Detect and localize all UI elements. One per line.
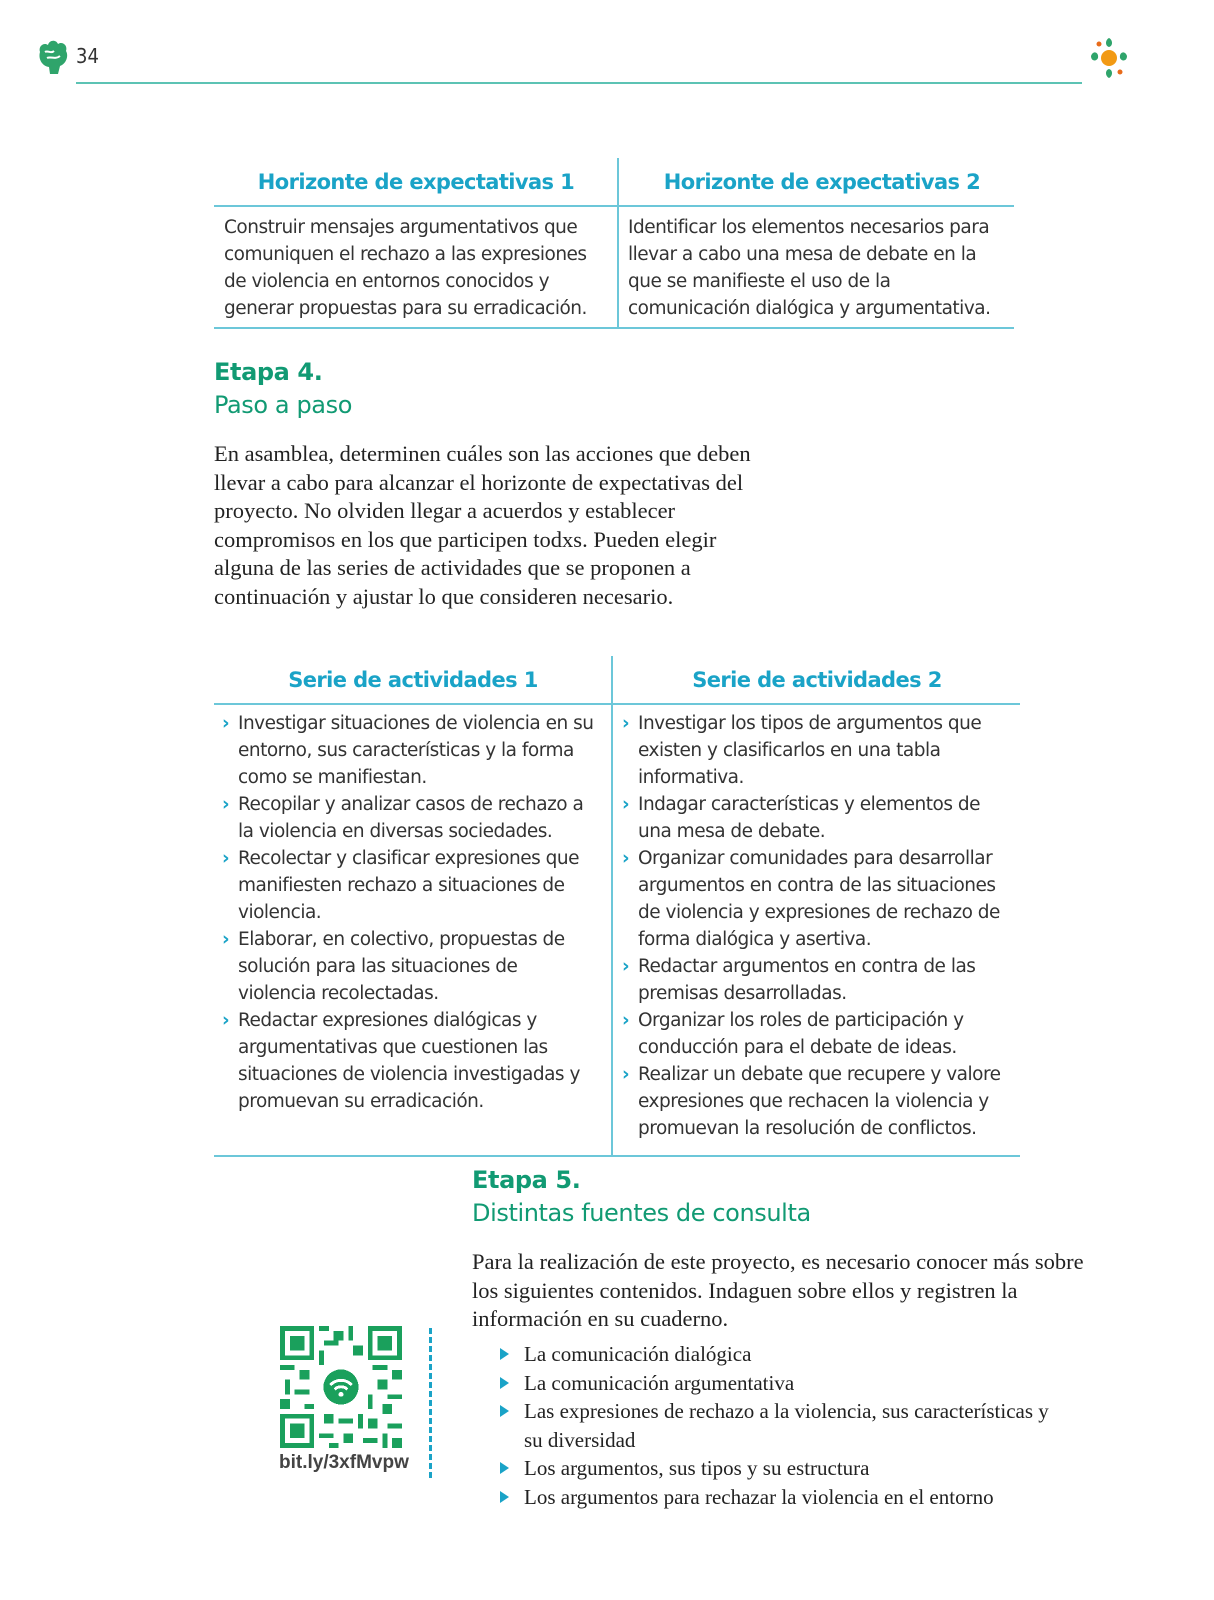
etapa-5-number: Etapa 5.	[472, 1166, 581, 1194]
triangle-bullet-icon	[500, 1377, 509, 1389]
list-item	[496, 1483, 1056, 1512]
list-item: › Realizar un debate que recupere y valore expresiones que rechacen la violencia y promuevan la resolución de conflictos.	[622, 1061, 1006, 1142]
triangle-bullet-icon	[500, 1491, 509, 1503]
hand-logo-icon	[36, 38, 70, 76]
list-item	[496, 1397, 1056, 1454]
list-item: › Recolectar y clasificar expresiones que manifiesten rechazo a situaciones de violencia.	[222, 845, 598, 926]
list-item: › Indagar características y elementos de una mesa de debate.	[622, 791, 1006, 845]
expectations-column-1	[214, 158, 618, 336]
etapa-4-number: Etapa 4.	[214, 358, 323, 386]
column-divider	[611, 656, 613, 1157]
list-item: › Organizar comunidades para desarrollar argumentos en contra de las situaciones de violencia y expresiones de rechazo de forma dialógica y asertiva.	[622, 845, 1006, 953]
list-item	[496, 1340, 1056, 1369]
list-item: › Elaborar, en colectivo, propuestas de solución para las situaciones de violencia recolectadas.	[222, 926, 598, 1007]
dashed-divider	[429, 1328, 432, 1478]
list-item-text: La comunicación argumentativa	[524, 1370, 795, 1395]
list-item-text: La comunicación dialógica	[524, 1342, 752, 1366]
qr-link-text[interactable]: bit.ly/3xfMvpw	[279, 1452, 409, 1473]
activities-table	[214, 656, 1024, 1158]
column-title: Serie de actividades 1	[288, 668, 538, 692]
header-divider	[214, 703, 1020, 705]
triangle-bullet-icon	[500, 1462, 509, 1474]
activities-column-2	[614, 656, 1020, 1156]
bottom-divider	[214, 1155, 1020, 1157]
page-number: 34	[76, 44, 99, 68]
list-item: › Organizar los roles de participación y conducción para el debate de ideas.	[622, 1007, 1006, 1061]
etapa-5-paragraph: Para la realización de este proyecto, es necesario conocer más sobre los siguientes contenidos. Indaguen sobre ellos y registren la información en su cuaderno.	[472, 1249, 1084, 1331]
flower-emblem-icon	[1085, 34, 1141, 86]
triangle-bullet-icon	[500, 1405, 509, 1417]
list-item	[496, 1454, 1056, 1483]
expectations-column-2	[620, 158, 1024, 336]
activities-list-1	[222, 710, 598, 1115]
activities-column-1	[214, 656, 612, 1156]
header-divider	[214, 205, 1014, 207]
column-divider	[617, 158, 619, 329]
activities-list-2	[622, 710, 1006, 1142]
list-item	[496, 1369, 1056, 1398]
etapa-4-paragraph: En asamblea, determinen cuáles son las acciones que deben llevar a cabo para alcanzar el horizonte de expectativas del proyecto. No olviden llegar a acuerdos y establecer compromisos en los que participen todxs. Pueden elegir alguna de las series de actividades que se proponen a continuación y ajustar lo que consideren necesario.	[214, 441, 751, 609]
column-title: Horizonte de expectativas 2	[663, 170, 981, 194]
list-item-text: Los argumentos, sus tipos y su estructura	[524, 1456, 870, 1480]
header-rule	[76, 82, 1082, 84]
list-item: › Recopilar y analizar casos de rechazo a la violencia en diversas sociedades.	[222, 791, 598, 845]
list-item: › Redactar argumentos en contra de las premisas desarrolladas.	[622, 953, 1006, 1007]
list-item-text: Las expresiones de rechazo a la violencia, sus características y su diversidad	[524, 1399, 1049, 1452]
list-item: › Investigar situaciones de violencia en su entorno, sus características y la forma como se manifiestan.	[222, 710, 598, 791]
column-title: Horizonte de expectativas 1	[257, 170, 575, 194]
qr-code-icon[interactable]	[280, 1326, 402, 1448]
list-item-text: Los argumentos para rechazar la violencia en el entorno	[524, 1484, 994, 1509]
consult-topics-list	[496, 1340, 1056, 1511]
column-text: Identificar los elementos necesarios para llevar a cabo una mesa de debate en la que se manifieste el uso de la comunicación dialógica y argumentativa.	[628, 217, 991, 319]
expectations-table	[214, 158, 1024, 336]
list-item: › Investigar los tipos de argumentos que existen y clasificarlos en una tabla informativa.	[622, 710, 1006, 791]
list-item: › Redactar expresiones dialógicas y argumentativas que cuestionen las situaciones de violencia investigadas y promuevan su erradicación.	[222, 1007, 598, 1115]
bottom-divider	[214, 327, 1014, 329]
column-text: Construir mensajes argumentativos que comuniquen el rechazo a las expresiones de violencia en entornos conocidos y generar propuestas para su erradicación.	[224, 217, 587, 319]
column-title: Serie de actividades 2	[692, 668, 942, 692]
etapa-4-title: Paso a paso	[214, 391, 352, 419]
etapa-5-title: Distintas fuentes de consulta	[472, 1199, 811, 1227]
triangle-bullet-icon	[500, 1348, 509, 1360]
